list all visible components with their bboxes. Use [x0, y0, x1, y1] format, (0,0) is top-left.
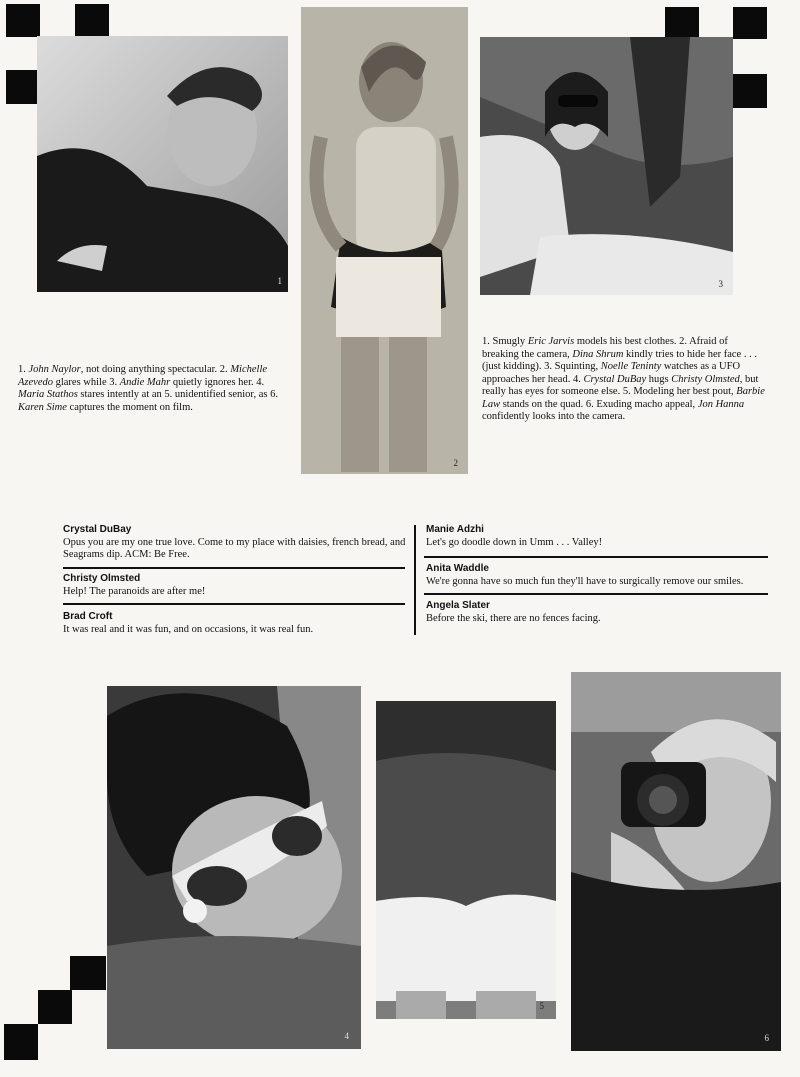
caption-text: , not doing anything spectacular. 2. [80, 364, 231, 375]
photo-number: 1 [277, 276, 282, 286]
photo-6 [571, 672, 781, 1051]
caption-name: Christy Olmsted [671, 373, 740, 385]
caption-name: Dina Shrum [572, 348, 624, 360]
quote-text: Help! The paranoids are after me! [63, 585, 206, 597]
photo-3 [480, 37, 733, 295]
photo-1 [37, 36, 288, 292]
photo-number: 5 [539, 1001, 544, 1011]
caption-name: Noelle Teninty [600, 361, 662, 372]
photo-5 [376, 701, 556, 1019]
caption-text: captures the moment on film. [66, 401, 193, 413]
checker-square [733, 7, 767, 39]
checker-square [38, 990, 72, 1024]
divider-rule [63, 567, 405, 569]
photo-2 [301, 7, 468, 474]
caption-name: Crystal DuBay [583, 373, 647, 385]
caption-text: stares intently at an 5. unidentified senior, as 6. [77, 389, 278, 400]
caption-name: Jon Hanna [697, 398, 745, 410]
caption-text: models his best clothes. 2. Afraid of breaking the camera, [482, 336, 728, 360]
caption-text: 1. Smugly [482, 336, 528, 347]
quote-name: Brad Croft [63, 611, 113, 622]
caption-name: Karen Sime [18, 401, 67, 413]
photo-number: 6 [764, 1033, 769, 1043]
divider-rule [424, 556, 768, 558]
caption-text: watches as a UFO approaches her head. 4. [482, 361, 741, 385]
caption-left [18, 364, 290, 414]
quote-text: Let's go doodle down in Umm . . . Valley! [426, 536, 603, 548]
quote-name: Anita Waddle [426, 563, 489, 574]
quote-text: Opus you are my one true love. Come to my place with daisies, french bread, and Seagrams dip. ACM: Be Free. [63, 536, 406, 560]
checker-square [6, 70, 38, 104]
quote-block [63, 524, 408, 562]
caption-name: Eric Jarvis [527, 336, 575, 347]
quote-block [426, 600, 776, 625]
caption-text: confidently looks into the camera. [482, 411, 626, 422]
quote-block [426, 524, 776, 549]
checker-square [733, 74, 767, 108]
checker-square [70, 956, 106, 990]
divider-rule [63, 603, 405, 605]
caption-text: quietly ignores her. 4. [170, 376, 265, 388]
checker-square [6, 4, 40, 37]
quote-name: Manie Adzhi [426, 524, 484, 535]
caption-text: 1. [18, 364, 29, 375]
caption-name: Michelle Azevedo [18, 364, 268, 388]
caption-right [482, 336, 765, 424]
quote-text: We're gonna have so much fun they'll have to surgically remove our smiles. [426, 575, 744, 587]
caption-name: Maria Stathos [18, 389, 78, 400]
quote-text: Before the ski, there are no fences facing. [426, 612, 601, 624]
caption-name: Andie Mahr [119, 376, 171, 388]
quote-name: Crystal DuBay [63, 524, 132, 535]
checker-square [665, 7, 699, 39]
caption-text: kindly tries to hide her face . . . (just kidding). 3. Squinting, [482, 348, 757, 372]
quote-text: It was real and it was fun, and on occasions, it was real fun. [63, 623, 314, 635]
caption-text: stands on the quad. 6. Exuding macho appeal, [500, 398, 698, 410]
photo-4 [107, 686, 361, 1049]
checker-square [4, 1024, 38, 1060]
caption-text: hugs [646, 373, 672, 385]
quote-name: Angela Slater [426, 600, 490, 611]
quote-block [63, 611, 408, 636]
photo-number: 3 [718, 279, 723, 289]
caption-text: glares while 3. [52, 376, 120, 388]
quote-name: Christy Olmsted [63, 573, 141, 584]
checker-square [75, 4, 109, 37]
photo-number: 2 [453, 458, 458, 468]
caption-text: , but really has eyes for someone else. 5. Modeling her best pout, [482, 373, 759, 397]
quote-block [426, 563, 776, 588]
quote-block [63, 573, 408, 598]
caption-name: Barbie Law [482, 386, 765, 410]
divider-rule [424, 593, 768, 595]
caption-name: John Naylor [28, 364, 81, 375]
photo-number: 4 [344, 1031, 349, 1041]
column-divider [414, 525, 416, 635]
